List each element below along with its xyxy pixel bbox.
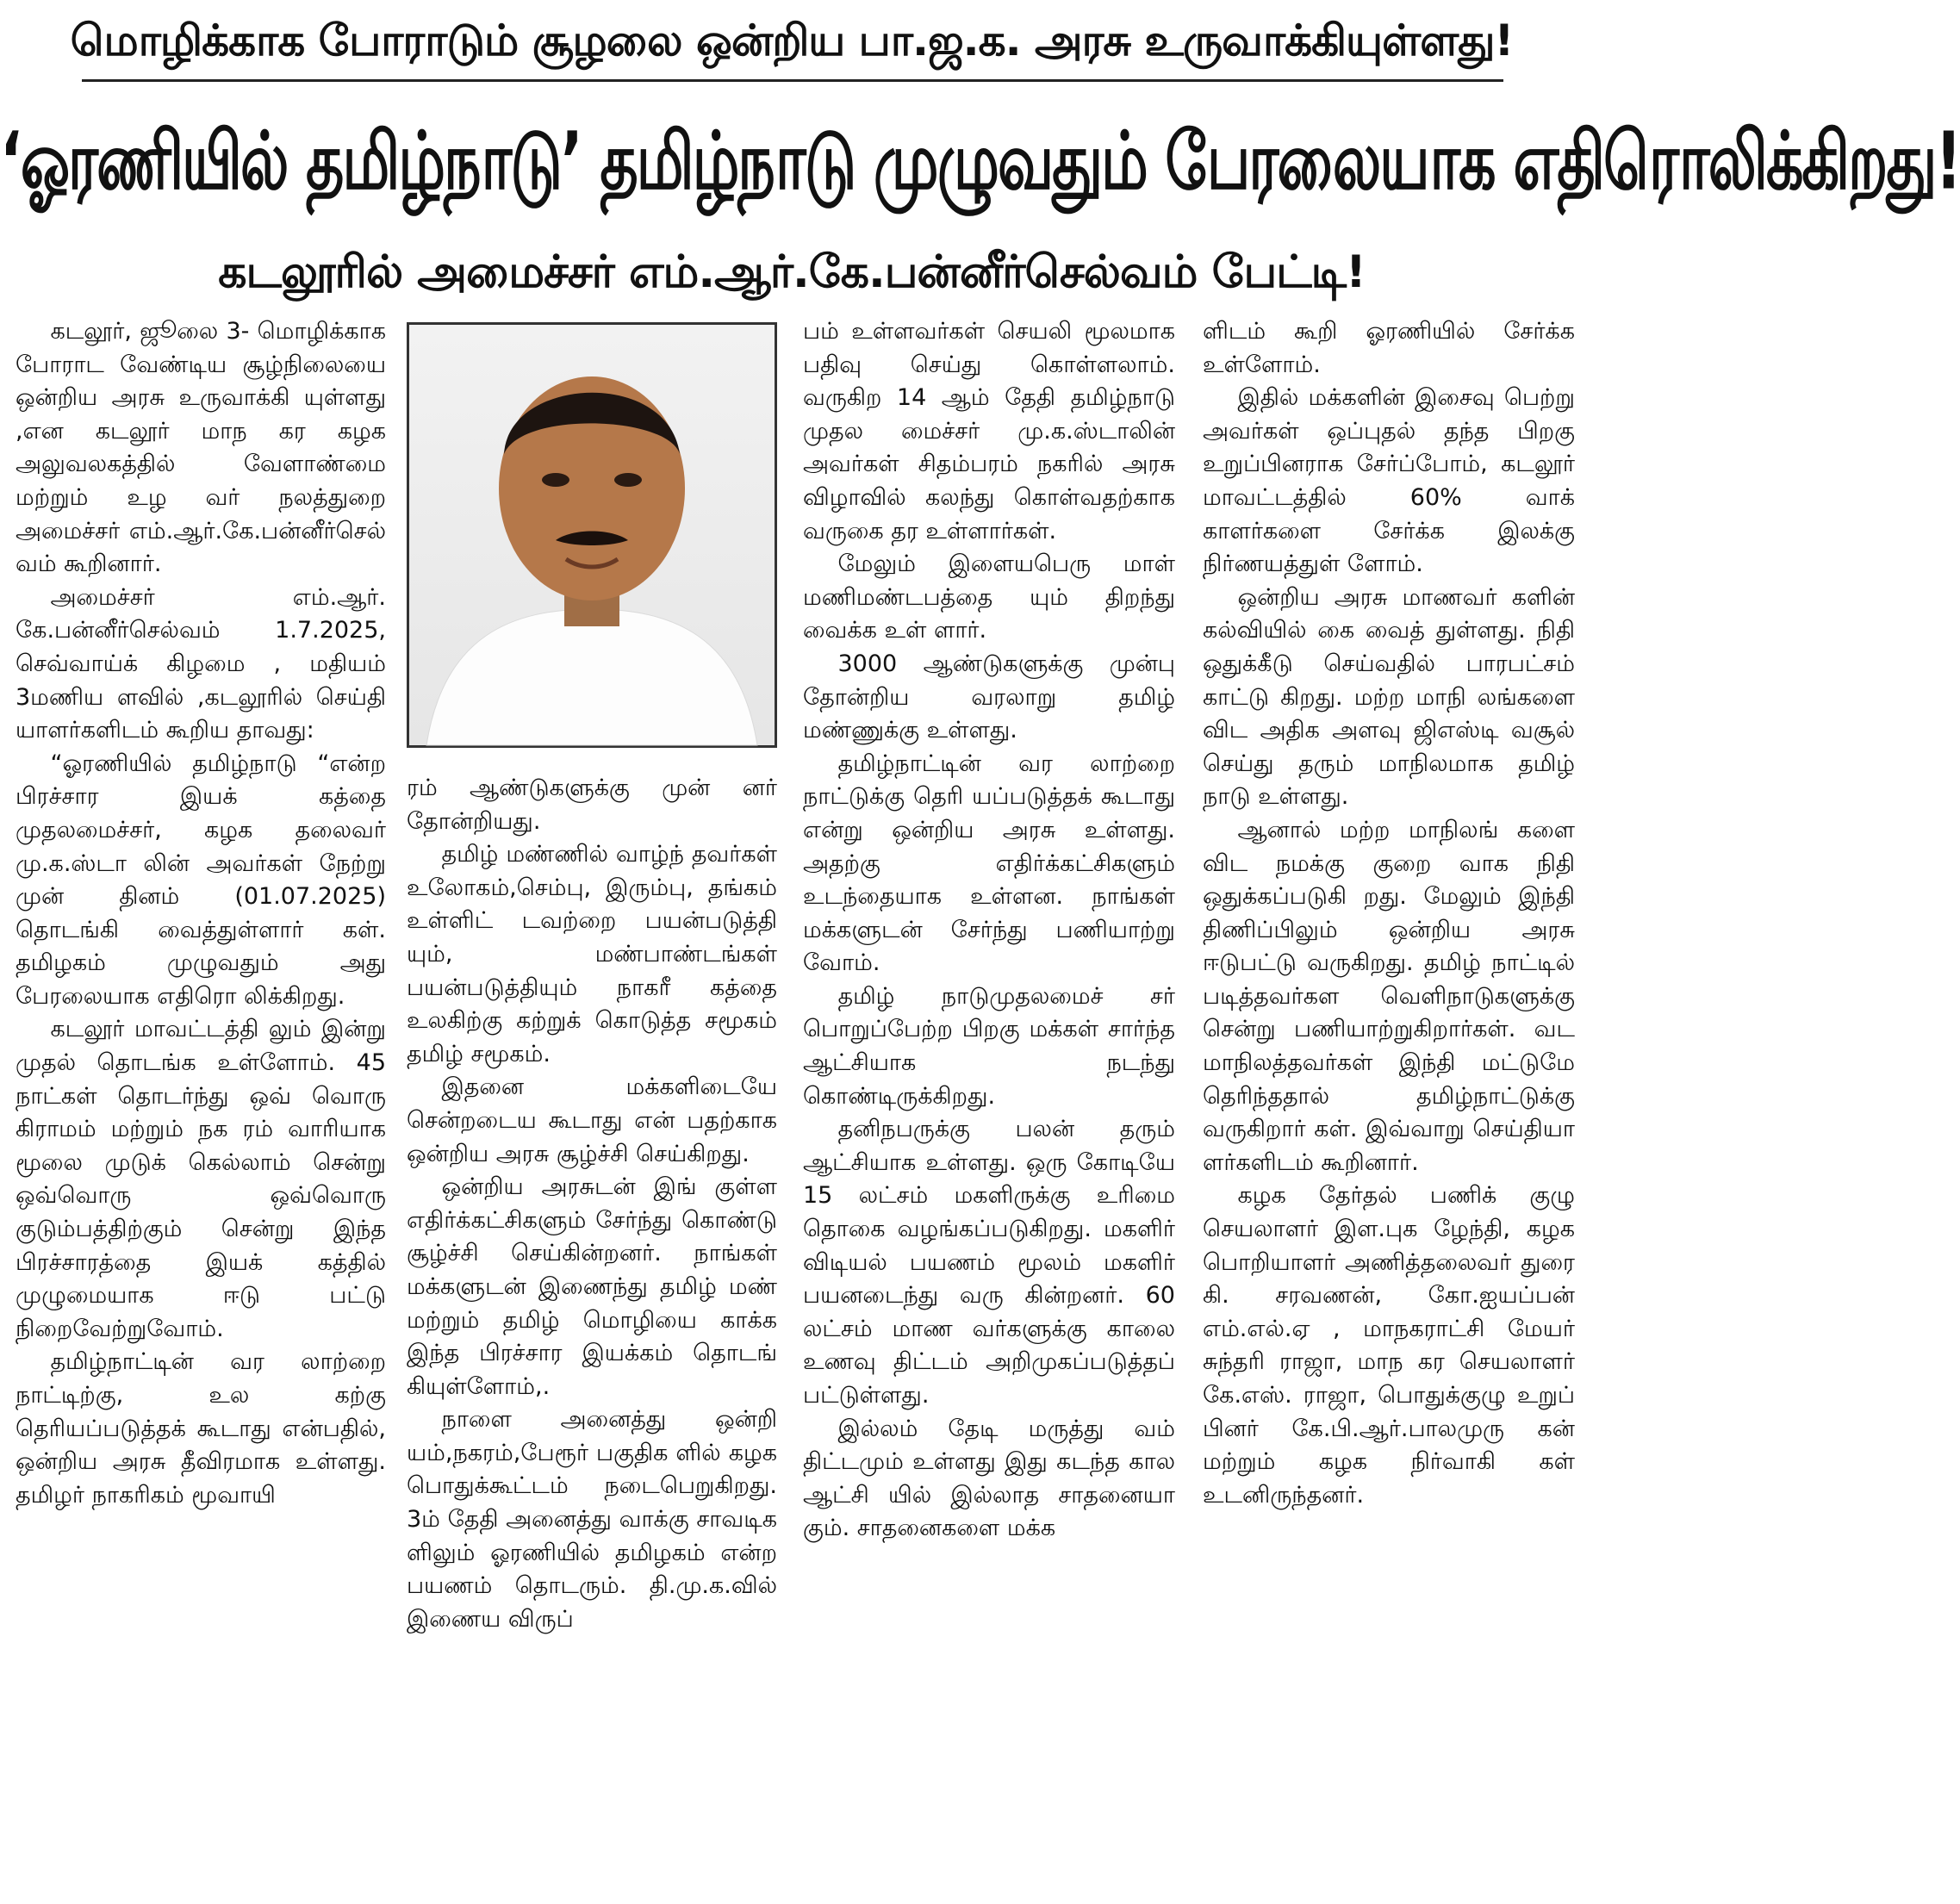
paragraph: ரம் ஆண்டுகளுக்கு முன் னர் தோன்றியது. [407,775,777,835]
paragraph: இதில் மக்களின் இசைவு பெற்று அவர்கள் ஒப்புதல் தந்த பிறகு உறுப்பினராக சேர்ப்போம், கடலூர் மாவட்டத்தில் 60% வாக் காளர்களை சேர்க்க இலக்கு நிர்ணயத்துள் ளோம். [1203,384,1575,578]
subheadline: கடலூரில் அமைச்சர் எம்.ஆர்.கே.பன்னீர்செல்வம் பேட்டி! [218,246,1366,298]
paragraph: ளிடம் கூறி ஓரணியில் சேர்க்க உள்ளோம். [1203,318,1575,378]
minister-portrait-photo [407,322,777,748]
paragraph: இல்லம் தேடி மருத்து வம் திட்டமும் உள்ளது இது கடந்த கால ஆட்சி யில் இல்லாத சாதனையா கும். சாதனைகளை மக்க [803,1415,1175,1542]
paragraph: கழக தேர்தல் பணிக் குழு செயலாளர் இள.புக ழேந்தி, கழக பொறியாளர் அணித்தலைவர் துரை கி. சரவணன், கோ.ஐயப்பன் எம்.எல்.ஏ , மாநகராட்சி மேயர் சுந்தரி ராஜா, மாந கர செயலாளர் கே.எஸ். ராஜா, பொதுக்குழு உறுப் பினர் கே.பி.ஆர்.பாலமுரு கன் மற்றும் கழக நிர்வாகி கள் உடனிருந்தனர். [1203,1182,1575,1509]
article-column-1 [16,315,386,1895]
article-column-4 [1203,315,1575,1895]
paragraph: கடலூர், ஜூலை 3- மொழிக்காக போராட வேண்டிய சூழ்நிலையை ஒன்றிய அரசு உருவாக்கி யுள்ளது ,என கடலூர் மாந கர கழக அலுவலகத்தில் வேளாண்மை மற்றும் உழ வர் நலத்துறை அமைச்சர் எம்.ஆர்.கே.பன்னீர்செல் வம் கூறினார். [16,318,386,578]
paragraph: ஆனால் மற்ற மாநிலங் களை விட நமக்கு குறை வாக நிதி ஒதுக்கப்படுகி றது. மேலும் இந்தி திணிப்பிலும் ஒன்றிய அரசு ஈடுபட்டு வருகிறது. தமிழ் நாட்டில் படித்தவர்கள வெளிநாடுகளுக்கு சென்று பணியாற்றுகிறார்கள். வட மாநிலத்தவர்கள் இந்தி மட்டுமே தெரிந்ததால் தமிழ்நாட்டுக்கு வருகிறார் கள். இவ்வாறு செய்தியா ளர்களிடம் கூறினார். [1203,816,1575,1176]
paragraph: நாளை அனைத்து ஒன்றி யம்,நகரம்,பேரூர் பகுதிக ளில் கழக பொதுக்கூட்டம் நடைபெறுகிறது. 3ம் தேதி அனைத்து வாக்கு சாவடிக ளிலும் ஓரணியில் தமிழகம் என்ற பயணம் தொடரும். தி.மு.க.வில் இணைய விருப் [407,1406,777,1633]
paragraph: ஒன்றிய அரசு மாணவர் களின் கல்வியில் கை வைத் துள்ளது. நிதி ஒதுக்கீடு செய்வதில் பாரபட்சம் காட்டு கிறது. மற்ற மாநி லங்களை விட அதிக அளவு ஜிஎஸ்டி வசூல் செய்து தரும் மாநிலமாக தமிழ் நாடு உள்ளது. [1203,583,1575,811]
paragraph: 3000 ஆண்டுகளுக்கு முன்பு தோன்றிய வரலாறு தமிழ் மண்ணுக்கு உள்ளது. [803,650,1175,744]
paragraph: இதனை மக்களிடையே சென்றடைய கூடாது என் பதற்காக ஒன்றிய அரசு சூழ்ச்சி செய்கிறது. [407,1073,777,1167]
main-headline: ‘ஓரணியில் தமிழ்நாடு’ தமிழ்நாடு முழுவதும் பேரலையாக எதிரொலிக்கிறது! [0,116,1960,208]
portrait-illustration [409,325,775,745]
paragraph: தனிநபருக்கு பலன் தரும் ஆட்சியாக உள்ளது. ஒரு கோடியே 15 லட்சம் மகளிருக்கு உரிமை தொகை வழங்கப்படுகிறது. மகளிர் விடியல் பயணம் மூலம் மகளிர் பயனடைந்து வரு கின்றனர். 60 லட்சம் மாண வர்களுக்கு காலை உணவு திட்டம் அறிமுகப்படுத்தப் பட்டுள்ளது. [803,1116,1175,1409]
paragraph: தமிழ்நாட்டின் வர லாற்றை நாட்டுக்கு தெரி யப்படுத்தக் கூடாது என்று ஒன்றிய அரசு உள்ளது. அதற்கு எதிர்க்கட்சிகளும் உடந்தையாக உள்ளன. நாங்கள் மக்களுடன் சேர்ந்து பணியாற்று வோம். [803,750,1175,977]
paragraph: தமிழ்நாட்டின் வர லாற்றை நாட்டிற்கு, உல கற்கு தெரியப்படுத்தக் கூடாது என்பதில், ஒன்றிய அரசு தீவிரமாக உள்ளது. தமிழர் நாகரிகம் மூவாயி [16,1348,386,1509]
kicker-headline: மொழிக்காக போராடும் சூழலை ஒன்றிய பா.ஜ.க. அரசு உருவாக்கியுள்ளது! [70,16,1514,65]
paragraph: “ஓரணியில் தமிழ்நாடு “என்ற பிரச்சார இயக் கத்தை முதலமைச்சர், கழக தலைவர் மு.க.ஸ்டா லின் அவர்கள் நேற்று முன் தினம் (01.07.2025) தொடங்கி வைத்துள்ளார் கள். தமிழகம் முழுவதும் அது பேரலையாக எதிரொ லிக்கிறது. [16,750,386,1010]
paragraph: பம் உள்ளவர்கள் செயலி மூலமாக பதிவு செய்து கொள்ளலாம். வருகிற 14 ஆம் தேதி தமிழ்நாடு முதல மைச்சர் மு.க.ஸ்டாலின் அவர்கள் சிதம்பரம் நகரில் அரசு விழாவில் கலந்து கொள்வதற்காக வருகை தர உள்ளார்கள். [803,318,1175,544]
paragraph: மேலும் இளையபெரு மாள் மணிமண்டபத்தை யும் திறந்து வைக்க உள் ளார். [803,551,1175,644]
article-column-3 [803,315,1175,1895]
paragraph: தமிழ் நாடுமுதலமைச் சர் பொறுப்பேற்ற பிறகு மக்கள் சார்ந்த ஆட்சியாக நடந்து கொண்டிருக்கிறது. [803,982,1175,1110]
paragraph: கடலூர் மாவட்டத்தி லும் இன்று முதல் தொடங்க உள்ளோம். 45 நாட்கள் தொடர்ந்து ஒவ் வொரு கிராமம் மற்றும் நக ரம் வாரியாக மூலை முடுக் கெல்லாம் சென்று ஒவ்வொரு ஒவ்வொரு குடும்பத்திற்கும் சென்று இந்த பிரச்சாரத்தை இயக் கத்தில் முழுமையாக ஈடு பட்டு நிறைவேற்றுவோம். [16,1016,386,1342]
paragraph: அமைச்சர் எம்.ஆர். கே.பன்னீர்செல்வம் 1.7.2025, செவ்வாய்க் கிழமை , மதியம் 3மணிய ளவில் ,கடலூரில் செய்தி யாளர்களிடம் கூறிய தாவது: [16,583,386,744]
paragraph: தமிழ் மண்ணில் வாழ்ந் தவர்கள் உலோகம்,செம்பு, இரும்பு, தங்கம் உள்ளிட் டவற்றை பயன்படுத்தி யும், மண்பாண்டங்கள் பயன்படுத்தியும் நாகரீ கத்தை உலகிற்கு கற்றுக் கொடுத்த சமூகம் தமிழ் சமூகம். [407,841,777,1067]
article-column-2 [407,772,777,1895]
paragraph: ஒன்றிய அரசுடன் இங் குள்ள எதிர்க்கட்சிகளும் சேர்ந்து கொண்டு சூழ்ச்சி செய்கின்றனர். நாங்கள் மக்களுடன் இணைந்து தமிழ் மண் மற்றும் தமிழ் மொழியை காக்க இந்த பிரச்சார இயக்கம் தொடங் கியுள்ளோம்,. [407,1173,777,1400]
